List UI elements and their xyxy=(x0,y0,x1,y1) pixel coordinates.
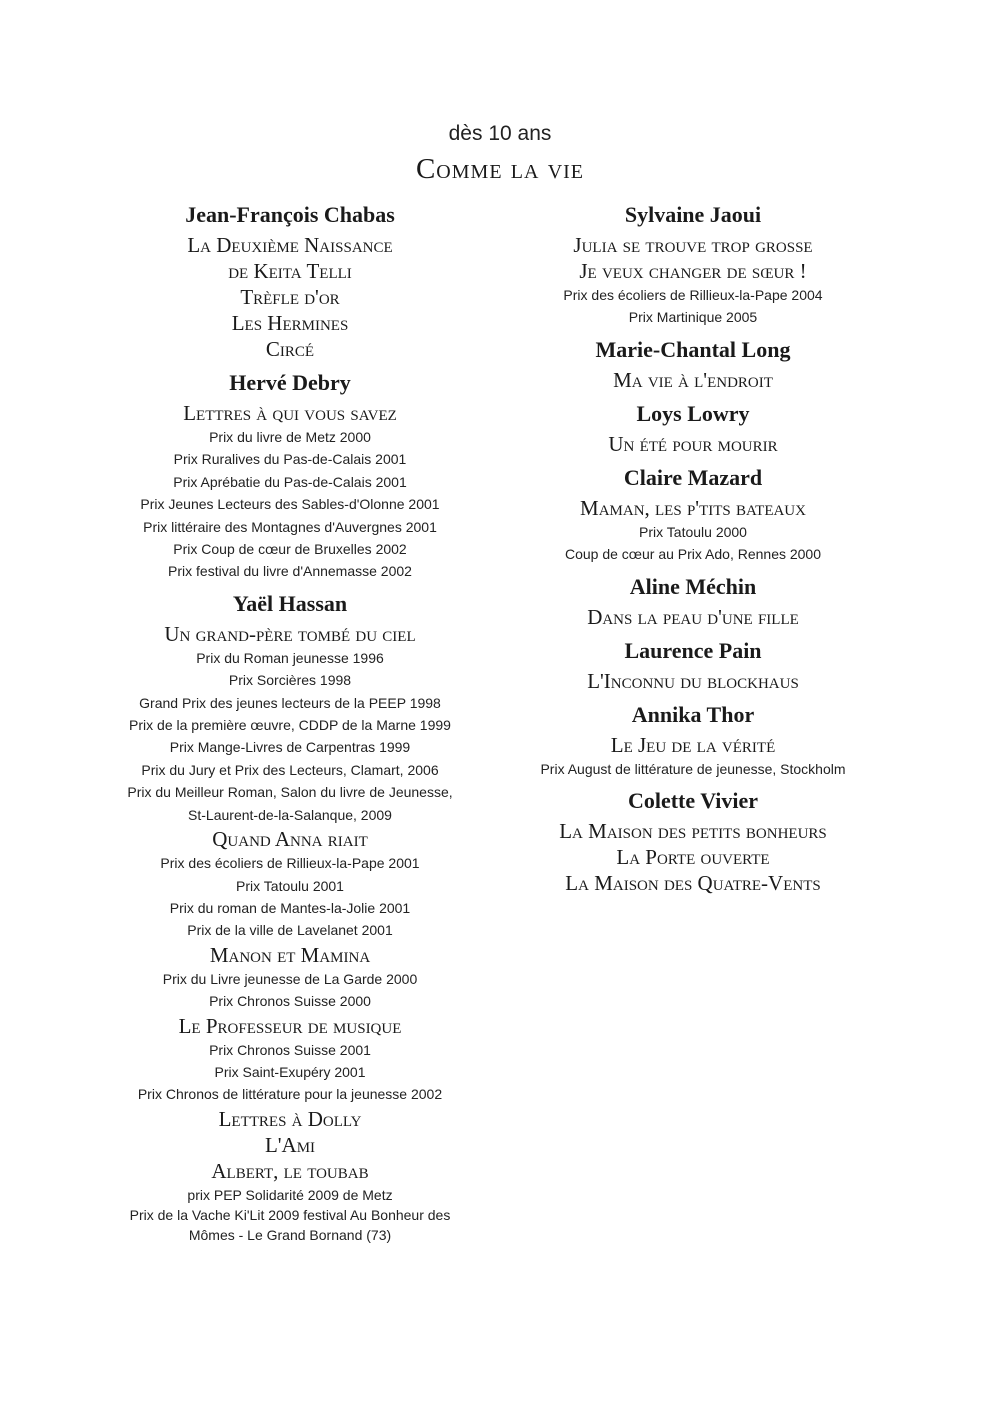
prize-line: Prix Jeunes Lecteurs des Sables-d'Olonne 2001 xyxy=(140,496,440,513)
book-title: Le Professeur de musique xyxy=(178,1013,402,1038)
prize-line: Prix de la première œuvre, CDDP de la Marne 1999 xyxy=(129,717,451,734)
prize-line: Prix Saint-Exupéry 2001 xyxy=(214,1063,366,1080)
author-name: Jean-François Chabas xyxy=(185,202,395,227)
book-title: L'Inconnu du blockhaus xyxy=(587,668,799,693)
prize-line: Coup de cœur au Prix Ado, Rennes 2000 xyxy=(564,546,822,563)
prize-line: Prix du Livre jeunesse de La Garde 2000 xyxy=(162,970,418,987)
author-name: Hervé Debry xyxy=(229,370,351,395)
author-name: Annika Thor xyxy=(631,701,755,727)
book-title: La Deuxième Naissance xyxy=(187,233,393,257)
book-title: Manon et Mamina xyxy=(209,942,371,967)
book-title: La Maison des petits bonheurs xyxy=(559,819,827,844)
author-name: Sylvaine Jaoui xyxy=(624,202,762,227)
prize-line: Prix du Roman jeunesse 1996 xyxy=(196,649,384,666)
prize-line: Prix Tatoulu 2001 xyxy=(236,877,344,894)
book-title: Je veux changer de sœur ! xyxy=(579,259,807,283)
author-name: Colette Vivier xyxy=(627,788,759,814)
prize-line: Prix Chronos de littérature pour la jeunesse 2002 xyxy=(137,1086,443,1103)
book-title: Lettres à qui vous savez xyxy=(183,401,397,425)
author-name: Loys Lowry xyxy=(636,400,750,426)
book-title: L'Ami xyxy=(264,1132,316,1157)
prize-line: Prix du roman de Mantes-la-Jolie 2001 xyxy=(169,899,411,916)
author-name: Claire Mazard xyxy=(623,464,763,490)
author-entry xyxy=(518,399,868,457)
prize-line: Prix du Jury et Prix des Lecteurs, Clamart, 2006 xyxy=(141,761,439,778)
author-entry xyxy=(518,463,868,566)
book-title: Dans la peau d'une fille xyxy=(587,604,799,629)
book-title: Ma vie à l'endroit xyxy=(613,367,773,392)
prize-line: Prix festival du livre d'Annemasse 2002 xyxy=(168,563,412,580)
prize-line: Prix Martinique 2005 xyxy=(628,309,758,326)
author-entry xyxy=(518,200,868,329)
book-title: Les Hermines xyxy=(231,311,349,335)
book-title: de Keita Telli xyxy=(228,259,352,283)
book-title: Quand Anna riait xyxy=(212,827,368,852)
prize-line: Prix des écoliers de Rillieux-la-Pape 2004 xyxy=(563,287,823,303)
prize-line: Prix de la Vache Ki'Lit 2009 festival Au Bonheur des xyxy=(129,1207,451,1224)
author-entry xyxy=(518,786,868,896)
prize-line: Prix Chronos Suisse 2001 xyxy=(209,1041,371,1058)
book-title: Circé xyxy=(265,337,315,361)
author-entry xyxy=(518,700,868,780)
book-title: La Maison des Quatre-Vents xyxy=(565,871,821,896)
book-title: Un été pour mourir xyxy=(608,431,778,456)
prize-line: Prix des écoliers de Rillieux-la-Pape 2001 xyxy=(160,855,420,872)
author-name: Aline Méchin xyxy=(629,573,757,599)
prize-line: Prix Tatoulu 2000 xyxy=(639,523,747,540)
right-column xyxy=(518,200,868,896)
prize-line: Prix Mange-Livres de Carpentras 1999 xyxy=(169,739,411,756)
prize-line: Prix Ruralives du Pas-de-Calais 2001 xyxy=(173,451,407,468)
prize-line: prix PEP Solidarité 2009 de Metz xyxy=(187,1186,393,1203)
book-title: Lettres à Dolly xyxy=(218,1106,362,1131)
prize-line: Prix littéraire des Montagnes d'Auvergnes 2001 xyxy=(143,518,437,535)
prize-line: Grand Prix des jeunes lecteurs de la PEEP 1998 xyxy=(139,694,441,711)
author-entry xyxy=(110,200,470,362)
author-entry xyxy=(518,335,868,393)
prize-line: Prix August de littérature de jeunesse, Stockholm xyxy=(540,760,846,777)
book-title: Le Jeu de la vérité xyxy=(610,732,776,757)
book-title: Julia se trouve trop grosse xyxy=(573,233,813,257)
prize-line: Prix Coup de cœur de Bruxelles 2002 xyxy=(173,541,407,558)
page-header xyxy=(0,120,1000,188)
prize-line: Prix du Meilleur Roman, Salon du livre de Jeunesse, xyxy=(127,784,453,801)
author-name: Yaël Hassan xyxy=(232,590,348,616)
prize-line: Prix Chronos Suisse 2000 xyxy=(209,993,371,1010)
prize-line: Mômes - Le Grand Bornand (73) xyxy=(188,1226,392,1243)
series-title: Comme la vie xyxy=(415,153,585,185)
author-entry xyxy=(110,368,470,583)
author-entry xyxy=(518,636,868,694)
prize-line: Prix Sorcières 1998 xyxy=(228,672,352,689)
age-label: dès 10 ans xyxy=(448,122,552,145)
book-title: La Porte ouverte xyxy=(616,845,770,870)
author-name: Marie-Chantal Long xyxy=(595,336,791,362)
book-title: Maman, les p'tits bateaux xyxy=(580,495,806,520)
book-title: Trèfle d'or xyxy=(240,285,340,309)
prize-line: Prix Aprébatie du Pas-de-Calais 2001 xyxy=(173,473,407,490)
prize-line: Prix du livre de Metz 2000 xyxy=(209,429,371,445)
left-column xyxy=(110,200,470,1245)
book-title: Albert, le toubab xyxy=(211,1158,369,1183)
author-name: Laurence Pain xyxy=(624,637,762,663)
book-title: Un grand-père tombé du ciel xyxy=(164,621,416,646)
prize-line: Prix de la ville de Lavelanet 2001 xyxy=(187,922,393,939)
author-entry xyxy=(110,589,470,1245)
prize-line: St-Laurent-de-la-Salanque, 2009 xyxy=(188,806,392,823)
author-entry xyxy=(518,572,868,630)
